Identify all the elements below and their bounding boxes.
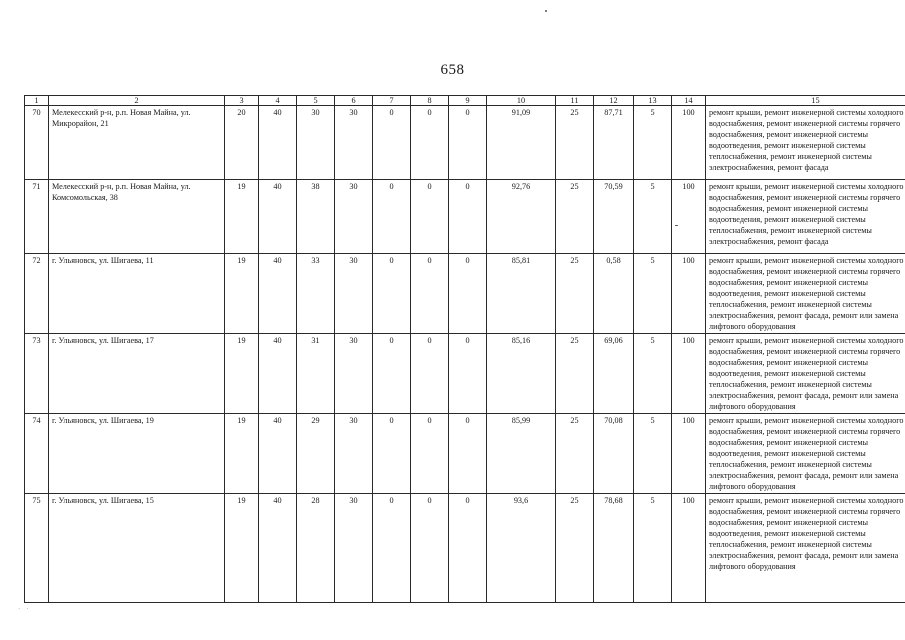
value-cell: 30 [297, 106, 335, 180]
value-cell: 78,68 [594, 494, 634, 603]
value-cell: 30 [335, 414, 373, 494]
value-cell: 5 [634, 254, 672, 334]
value-cell: 0 [373, 414, 411, 494]
value-cell: 31 [297, 334, 335, 414]
header-cell: 12 [594, 96, 634, 106]
header-cell: 9 [449, 96, 487, 106]
value-cell: 40 [259, 494, 297, 603]
works-cell: ремонт крыши, ремонт инженерной системы холодного водоснабжения, ремонт инженерной системы горячего водоснабжения, ремонт инженерной системы водоотведения, ремонт инженерной системы теплоснабжения, ремонт инженерной системы электроснабжения, ремонт фасада, ремонт или замена лифтового оборудования [706, 254, 905, 334]
value-cell: 0 [449, 494, 487, 603]
row-number: 71 [25, 180, 49, 254]
row-number: 72 [25, 254, 49, 334]
value-cell: 100 [672, 334, 706, 414]
header-cell: 1 [25, 96, 49, 106]
table-row [25, 334, 905, 414]
value-cell: 25 [556, 494, 594, 603]
table-row [25, 106, 905, 180]
value-cell: 5 [634, 494, 672, 603]
value-cell: 30 [335, 334, 373, 414]
header-cell: 14 [672, 96, 706, 106]
header-cell: 7 [373, 96, 411, 106]
value-cell: 92,76 [487, 180, 556, 254]
value-cell: 25 [556, 106, 594, 180]
value-cell: 69,06 [594, 334, 634, 414]
value-cell: 25 [556, 180, 594, 254]
header-cell: 6 [335, 96, 373, 106]
value-cell: 0 [411, 254, 449, 334]
value-cell: 25 [556, 414, 594, 494]
header-cell: 15 [706, 96, 905, 106]
value-cell: 0 [373, 180, 411, 254]
address-cell: Мелекесский р-н, р.п. Новая Майна, ул. Микрорайон, 21 [49, 106, 225, 180]
value-cell: 100 [672, 494, 706, 603]
value-cell: 38 [297, 180, 335, 254]
value-cell: 19 [225, 180, 259, 254]
value-cell: 19 [225, 254, 259, 334]
value-cell: 29 [297, 414, 335, 494]
value-cell: 30 [335, 254, 373, 334]
row-number: 75 [25, 494, 49, 603]
value-cell: 100 [672, 106, 706, 180]
value-cell: 87,71 [594, 106, 634, 180]
value-cell: 0 [411, 494, 449, 603]
value-cell: 85,81 [487, 254, 556, 334]
value-cell: 0,58 [594, 254, 634, 334]
value-cell: 0 [373, 334, 411, 414]
value-cell: 100 [672, 254, 706, 334]
value-cell: 5 [634, 334, 672, 414]
value-cell: 33 [297, 254, 335, 334]
value-cell: 0 [449, 414, 487, 494]
value-cell: 85,16 [487, 334, 556, 414]
table-row [25, 254, 905, 334]
value-cell: 30 [335, 106, 373, 180]
value-cell: 0 [373, 254, 411, 334]
value-cell: 0 [411, 334, 449, 414]
row-number: 74 [25, 414, 49, 494]
row-number: 70 [25, 106, 49, 180]
value-cell: 0 [411, 180, 449, 254]
value-cell: 0 [411, 106, 449, 180]
scan-speck [545, 10, 547, 12]
value-cell: 25 [556, 334, 594, 414]
value-cell: 5 [634, 106, 672, 180]
header-cell: 3 [225, 96, 259, 106]
value-cell: 85,99 [487, 414, 556, 494]
value-cell: 40 [259, 414, 297, 494]
works-cell: ремонт крыши, ремонт инженерной системы холодного водоснабжения, ремонт инженерной системы горячего водоснабжения, ремонт инженерной системы водоотведения, ремонт инженерной системы теплоснабжения, ремонт инженерной системы электроснабжения, ремонт фасада, ремонт или замена лифтового оборудования [706, 334, 905, 414]
value-cell: 0 [449, 106, 487, 180]
value-cell: 70,08 [594, 414, 634, 494]
header-cell: 13 [634, 96, 672, 106]
value-cell: 30 [335, 180, 373, 254]
value-cell: 20 [225, 106, 259, 180]
value-cell: 5 [634, 180, 672, 254]
value-cell: 0 [411, 414, 449, 494]
works-cell: ремонт крыши, ремонт инженерной системы холодного водоснабжения, ремонт инженерной системы горячего водоснабжения, ремонт инженерной системы водоотведения, ремонт инженерной системы теплоснабжения, ремонт инженерной системы электроснабжения, ремонт фасада, ремонт или замена лифтового оборудования [706, 494, 905, 603]
value-cell: 5 [634, 414, 672, 494]
value-cell: 19 [225, 414, 259, 494]
row-number: 73 [25, 334, 49, 414]
value-cell: 40 [259, 334, 297, 414]
address-cell: г. Ульяновск, ул. Шигаева, 15 [49, 494, 225, 603]
value-cell: 91,09 [487, 106, 556, 180]
value-cell: 100 [672, 180, 706, 254]
value-cell: 40 [259, 254, 297, 334]
header-cell: 2 [49, 96, 225, 106]
table-row [25, 494, 905, 603]
value-cell: 0 [449, 254, 487, 334]
value-cell: 0 [449, 180, 487, 254]
value-cell: 40 [259, 180, 297, 254]
works-cell: ремонт крыши, ремонт инженерной системы холодного водоснабжения, ремонт инженерной системы горячего водоснабжения, ремонт инженерной системы водоотведения, ремонт инженерной системы теплоснабжения, ремонт инженерной системы электроснабжения, ремонт фасада [706, 180, 905, 254]
address-cell: Мелекесский р-н, р.п. Новая Майна, ул. Комсомольская, 38 [49, 180, 225, 254]
page-number: 658 [440, 62, 465, 78]
value-cell: 28 [297, 494, 335, 603]
table-row [25, 414, 905, 494]
value-cell: 93,6 [487, 494, 556, 603]
header-cell: 10 [487, 96, 556, 106]
value-cell: 0 [449, 334, 487, 414]
value-cell: 19 [225, 334, 259, 414]
address-cell: г. Ульяновск, ул. Шигаева, 17 [49, 334, 225, 414]
value-cell: 0 [373, 106, 411, 180]
value-cell: 100 [672, 414, 706, 494]
renovation-table [24, 95, 905, 603]
header-cell: 11 [556, 96, 594, 106]
address-cell: г. Ульяновск, ул. Шигаева, 19 [49, 414, 225, 494]
address-cell: г. Ульяновск, ул. Шигаева, 11 [49, 254, 225, 334]
header-cell: 8 [411, 96, 449, 106]
header-cell: 5 [297, 96, 335, 106]
value-cell: 40 [259, 106, 297, 180]
table-row [25, 180, 905, 254]
header-cell: 4 [259, 96, 297, 106]
works-cell: ремонт крыши, ремонт инженерной системы холодного водоснабжения, ремонт инженерной системы горячего водоснабжения, ремонт инженерной системы водоотведения, ремонт инженерной системы теплоснабжения, ремонт инженерной системы электроснабжения, ремонт фасада [706, 106, 905, 180]
value-cell: 70,59 [594, 180, 634, 254]
header-row [25, 96, 905, 106]
works-cell: ремонт крыши, ремонт инженерной системы холодного водоснабжения, ремонт инженерной системы горячего водоснабжения, ремонт инженерной системы водоотведения, ремонт инженерной системы теплоснабжения, ремонт инженерной системы электроснабжения, ремонт фасада, ремонт или замена лифтового оборудования [706, 414, 905, 494]
value-cell: 30 [335, 494, 373, 603]
scan-margin-mark: · · [18, 605, 31, 613]
value-cell: 0 [373, 494, 411, 603]
value-cell: 19 [225, 494, 259, 603]
value-cell: 25 [556, 254, 594, 334]
